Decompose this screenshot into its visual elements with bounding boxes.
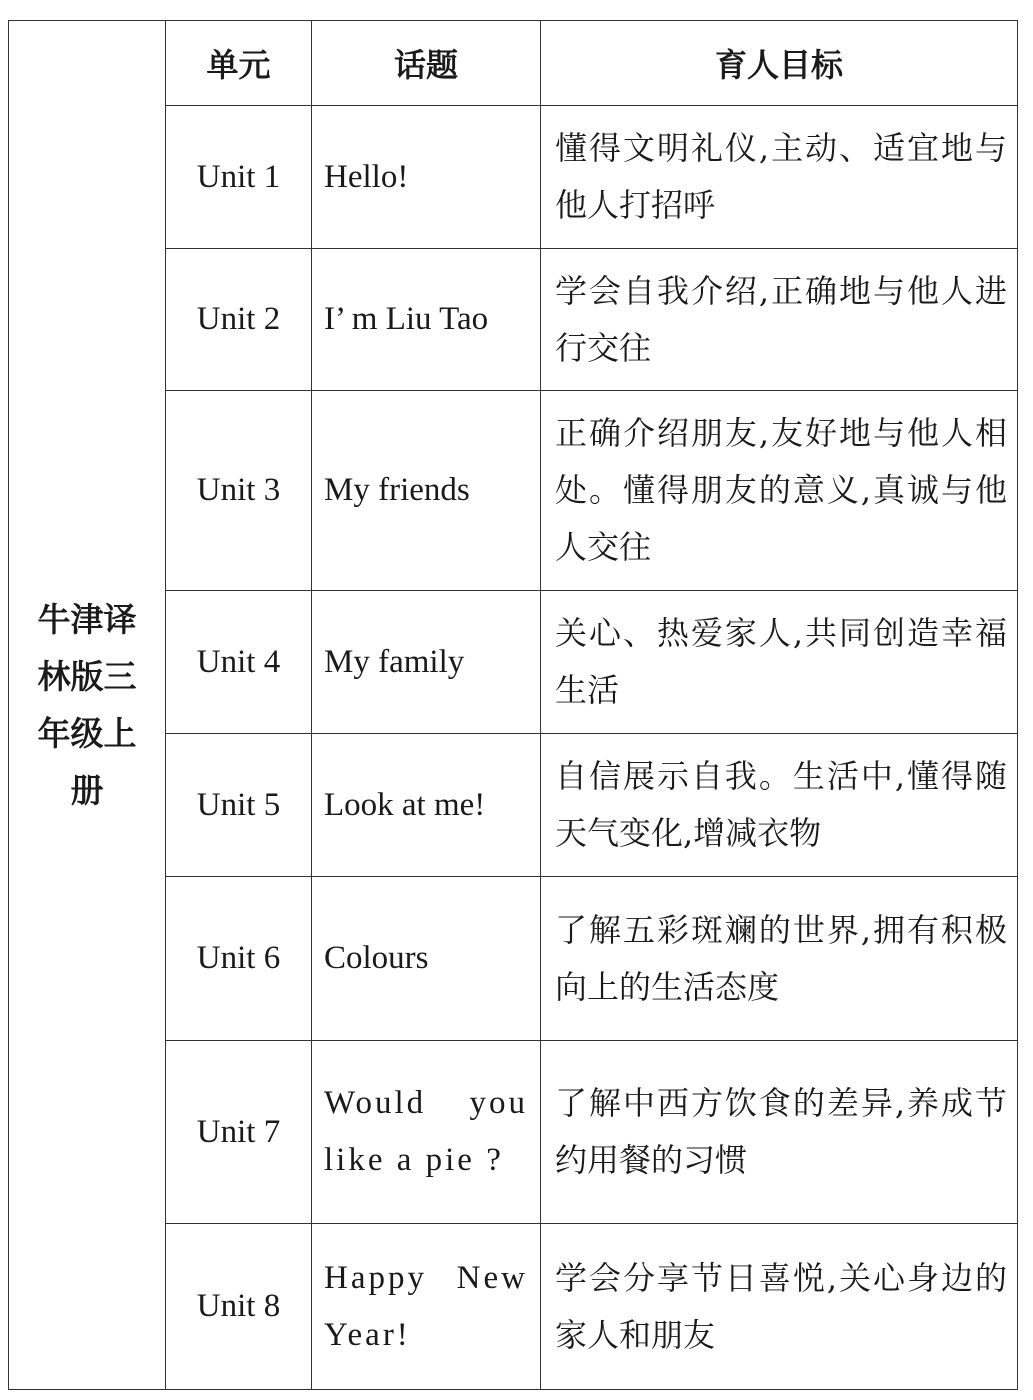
unit-cell: Unit 1 (166, 106, 312, 249)
unit-cell: Unit 6 (166, 877, 312, 1041)
header-row (9, 21, 1018, 106)
unit-cell: Unit 4 (166, 591, 312, 734)
curriculum-table-frame (8, 20, 1018, 1388)
goal-cell: 关心、热爱家人,共同创造幸福生活 (541, 591, 1018, 734)
unit-cell: Unit 2 (166, 249, 312, 391)
topic-cell: Colours (312, 877, 541, 1041)
goal-cell: 正确介绍朋友,友好地与他人相处。懂得朋友的意义,真诚与他人交往 (541, 391, 1018, 591)
goal-cell: 自信展示自我。生活中,懂得随天气变化,增减衣物 (541, 734, 1018, 877)
goal-cell: 学会自我介绍,正确地与他人进行交往 (541, 249, 1018, 391)
book-title: 牛津译林版三年级上册 (37, 600, 137, 810)
topic-cell: Hello! (312, 106, 541, 249)
goal-cell: 了解中西方饮食的差异,养成节约用餐的习惯 (541, 1041, 1018, 1224)
unit-cell: Unit 8 (166, 1224, 312, 1390)
topic-cell: My friends (312, 391, 541, 591)
goal-cell: 学会分享节日喜悦,关心身边的家人和朋友 (541, 1224, 1018, 1390)
topic-cell: Look at me! (312, 734, 541, 877)
unit-cell: Unit 3 (166, 391, 312, 591)
book-title-cell (9, 21, 166, 1390)
header-unit: 单元 (166, 21, 312, 106)
topic-cell: Happy New Year! (312, 1224, 541, 1390)
topic-cell: I’ m Liu Tao (312, 249, 541, 391)
header-goal: 育人目标 (541, 21, 1018, 106)
goal-cell: 懂得文明礼仪,主动、适宜地与他人打招呼 (541, 106, 1018, 249)
unit-cell: Unit 5 (166, 734, 312, 877)
topic-cell: Would you like a pie ? (312, 1041, 541, 1224)
curriculum-table (8, 20, 1018, 1390)
header-topic: 话题 (312, 21, 541, 106)
unit-cell: Unit 7 (166, 1041, 312, 1224)
goal-cell: 了解五彩斑斓的世界,拥有积极向上的生活态度 (541, 877, 1018, 1041)
topic-cell: My family (312, 591, 541, 734)
